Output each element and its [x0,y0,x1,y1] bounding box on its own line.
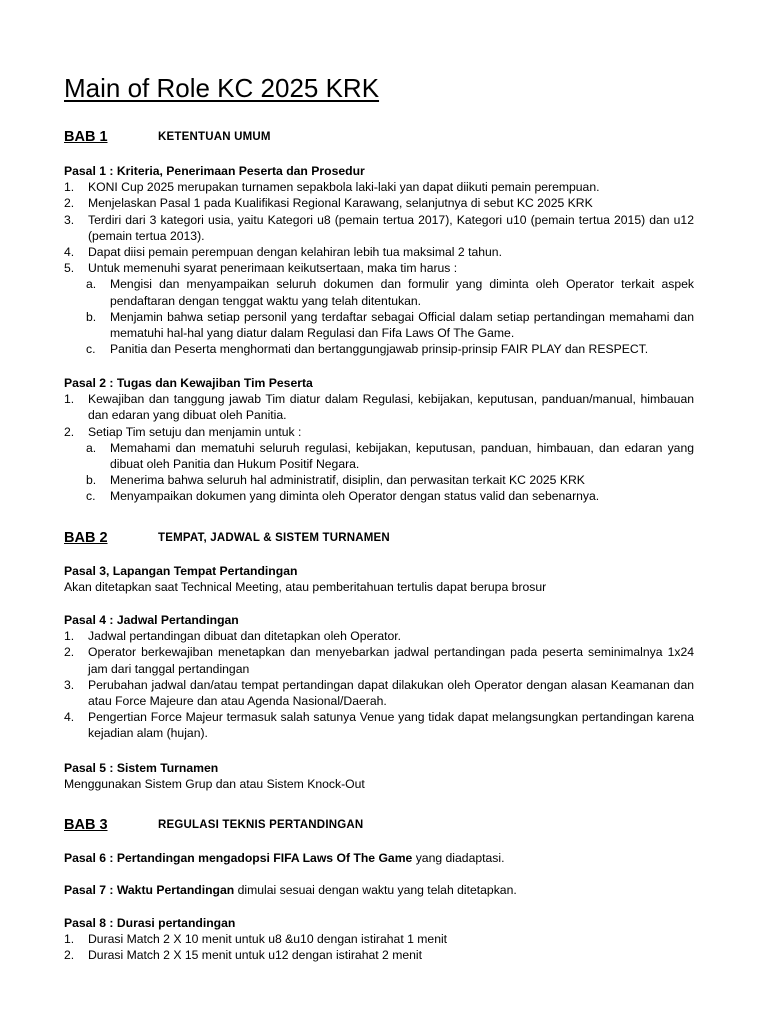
bab-number: BAB 1 [64,129,108,145]
sub-list-item: b. Menerima bahwa seluruh hal administratif, disiplin, dan perwasitan terkait KC 2025 KRK [86,473,585,488]
pasal-2 [64,375,694,505]
sub-list-item: a. Memahami dan mematuhi seluruh regulasi, kebijakan, keputusan, panduan, himbauan, dan edaran yang dibuat oleh Panitia dan Hukum Positif Negara. [86,440,694,472]
bab-title: KETENTUAN UMUM [158,131,271,143]
bab-title: TEMPAT, JADWAL & SISTEM TURNAMEN [158,532,390,544]
pasal-7 [64,882,694,898]
bab-1-heading [64,128,694,146]
list-item: 1. Durasi Match 2 X 10 menit untuk u8 &u10 dengan istirahat 1 menit [64,932,448,947]
list-item: 2. Durasi Match 2 X 15 menit untuk u12 dengan istirahat 2 menit [64,948,422,963]
list-item: 1. Jadwal pertandingan dibuat dan ditetapkan oleh Operator. [64,629,402,644]
sub-list-item: b. Menjamin bahwa setiap personil yang terdaftar sebagai Official dalam setiap pertandingan memahami dan mematuhi hal-hal yang diatur dalam Regulasi dan Fifa Laws Of The Game. [86,309,694,341]
pasal-text: Akan ditetapkan saat Technical Meeting, atau pemberitahuan tertulis dapat berupa brosur [64,580,547,595]
pasal-heading: Pasal 1 : Kriteria, Penerimaan Peserta dan Prosedur [64,164,365,178]
list-item: 4. Dapat diisi pemain perempuan dengan kelahiran lebih tua maksimal 2 tahun. [64,245,502,260]
sub-list-item: c. Panitia dan Peserta menghormati dan bertanggungjawab prinsip-prinsip FAIR PLAY dan RESPECT. [86,342,649,357]
pasal-4 [64,612,694,742]
bab-number: BAB 3 [64,817,108,833]
sub-list-item: a. Mengisi dan menyampaikan seluruh dokumen dan formulir yang diminta oleh Operator terkait aspek pendaftaran dengan tenggat waktu yang telah ditentukan. [86,277,694,308]
list-item: 4. Pengertian Force Majeur termasuk salah satunya Venue yang tidak dapat melangsungkan pertandingan karena kejadian alam (hujan). [64,710,694,741]
pasal-heading: Pasal 2 : Tugas dan Kewajiban Tim Peserta [64,376,313,390]
document-title: Main of Role KC 2025 KRK [64,73,380,103]
pasal-3 [64,563,694,595]
pasal-text: yang diadaptasi. [412,851,505,865]
bab-title: REGULASI TEKNIS PERTANDINGAN [158,819,364,831]
pasal-6 [64,850,694,866]
list-item: 3. Perubahan jadwal dan/atau tempat pertandingan dapat dilakukan oleh Operator dengan alasan Keamanan dan atau Force Majeure dan atau Agenda Nasional/Daerah. [64,677,694,709]
pasal-8 [64,915,694,964]
pasal-heading: Pasal 8 : Durasi pertandingan [64,916,236,930]
list-item: 3. Terdiri dari 3 kategori usia, yaitu Kategori u8 (pemain tertua 2017), Kategori u10 (pemain tertua 2015) dan u12 (pemain tertua 2013). [64,212,694,243]
pasal-5 [64,760,694,792]
bab-2-heading [64,529,694,547]
pasal-heading: Pasal 6 : Pertandingan mengadopsi FIFA Laws Of The Game [64,851,413,865]
pasal-heading: Pasal 7 : Waktu Pertandingan [64,883,235,897]
pasal-heading: Pasal 3, Lapangan Tempat Pertandingan [64,564,298,578]
pasal-heading: Pasal 5 : Sistem Turnamen [64,761,219,775]
pasal-text: Menggunakan Sistem Grup dan atau Sistem Knock-Out [64,777,365,792]
bab-number: BAB 2 [64,530,108,546]
list-item: 2. Operator berkewajiban menetapkan dan menyebarkan jadwal pertandingan pada peserta seminimalnya 1x24 jam dari tanggal pertandingan [64,645,694,676]
sub-list-item: c. Menyampaikan dokumen yang diminta oleh Operator dengan status valid dan sebenarnya. [86,489,600,504]
list-item: 1. Kewajiban dan tanggung jawab Tim diatur dalam Regulasi, kebijakan, keputusan, panduan/manual, himbauan dan edaran yang dibuat oleh Panitia. [64,392,694,423]
pasal-heading: Pasal 4 : Jadwal Pertandingan [64,613,239,627]
pasal-1 [64,163,694,357]
list-item: 2. Setiap Tim setuju dan menjamin untuk : [64,424,302,439]
list-item: 1. KONI Cup 2025 merupakan turnamen sepakbola laki-laki yan dapat diikuti pemain perempuan. [64,180,600,195]
pasal-text: dimulai sesuai dengan waktu yang telah ditetapkan. [234,883,517,897]
list-item: 2. Menjelaskan Pasal 1 pada Kualifikasi Regional Karawang, selanjutnya di sebut KC 2025 KRK [64,196,593,211]
list-item: 5. Untuk memenuhi syarat penerimaan keikutsertaan, maka tim harus : [64,261,458,276]
bab-3-heading [64,816,694,834]
